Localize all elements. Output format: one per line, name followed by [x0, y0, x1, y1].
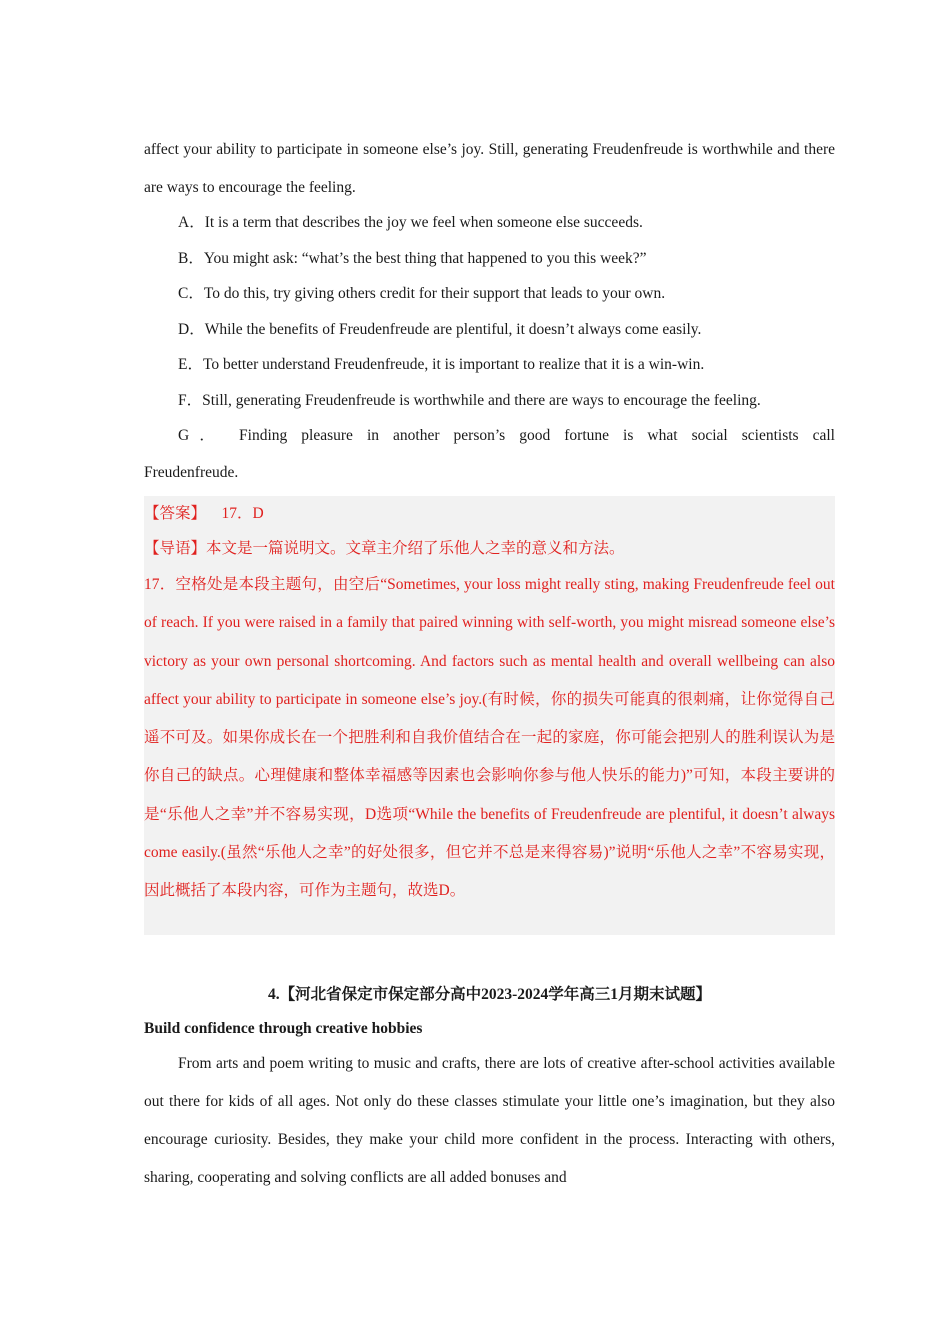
answer-label: 【答案】 — [144, 505, 207, 522]
answer-value: 17．D — [221, 505, 264, 522]
option-letter: E． — [178, 356, 203, 373]
option-b — [144, 241, 835, 277]
option-letter: C． — [178, 285, 204, 302]
passage-title: Build confidence through creative hobbies — [144, 1020, 423, 1037]
option-text: To better understand Freudenfreude, it is important to realize that it is a win-win. — [202, 356, 705, 373]
option-letter: F． — [178, 391, 203, 409]
answer-guide: 【导语】本文是一篇说明文。文章主介绍了乐他人之幸的意义和方法。 — [144, 540, 625, 557]
answer-explanation: 17．空格处是本段主题句，由空后“Sometimes, your loss might really sting, making Freudenfreude feel out of reach. If you were raised in a family that paired winning with self-worth, you might misread someone else’s victory as your own personal shortcoming. And factors such as mental health and overall wellbeing can also affect your ability to participate in someone else’s joy.(有时候，你的损失可能真的很刺痛，让你觉得自己遥不可及。如果你成长在一个把胜利和自我价值结合在一起的家庭，你可能会把别人的胜利误认为是你自己的缺点。心理健康和整体幸福感等因素也会影响你参与他人快乐的能力)”可知，本段主要讲的是“乐他人之幸”并不容易实现，D选项“While the benefits of Freudenfreude are plentiful, it doesn’t always come easily.(虽然“乐他人之幸”的好处很多，但它并不总是来得容易)”说明“乐他人之幸”不容易实现，因此概括了本段内容，可作为主题句，故选D。 — [144, 576, 835, 900]
option-text: It is a term that describes the joy we feel when someone else succeeds. — [204, 214, 643, 231]
option-text: While the benefits of Freudenfreude are plentiful, it doesn’t always come easily. — [204, 320, 702, 338]
answer-line — [144, 496, 835, 531]
option-c — [144, 276, 835, 312]
answer-box — [144, 496, 835, 935]
question-heading: 4.【河北省保定市保定部分高中2023-2024学年高三1月期末试题】 — [267, 986, 712, 1003]
option-g-line1: G． Finding pleasure in another person’s good fortune is what social scientists call — [178, 427, 835, 444]
option-f — [144, 383, 835, 419]
option-letter: A． — [178, 214, 205, 231]
option-text: To do this, try giving others credit for their support that leads to your own. — [203, 285, 666, 302]
options-list — [144, 205, 835, 492]
option-g — [144, 418, 835, 492]
option-a — [144, 205, 835, 241]
option-letter: D． — [178, 320, 205, 338]
passage-paragraph: From arts and poem writing to music and crafts, there are lots of creative after-school activities available out there for kids of all ages. Not only do these classes stimulate your little one’s imagination, but they also encourage curiosity. Besides, they make your child more confident in the process. Interacting with others, sharing, cooperating and solving conflicts are all added bonuses and — [144, 1055, 835, 1186]
option-d — [144, 312, 835, 348]
option-g-line2: Freudenfreude. — [144, 463, 239, 481]
intro-paragraph: affect your ability to participate in someone else’s joy. Still, generating Freudenfreude is worthwhile and there are ways to encourage the feeling. — [144, 141, 835, 196]
option-text: You might ask: “what’s the best thing that happened to you this week?” — [203, 249, 647, 267]
option-letter: B． — [178, 249, 204, 267]
option-text: Still, generating Freudenfreude is worthwhile and there are ways to encourage the feeling. — [202, 391, 761, 409]
option-e — [144, 347, 835, 383]
